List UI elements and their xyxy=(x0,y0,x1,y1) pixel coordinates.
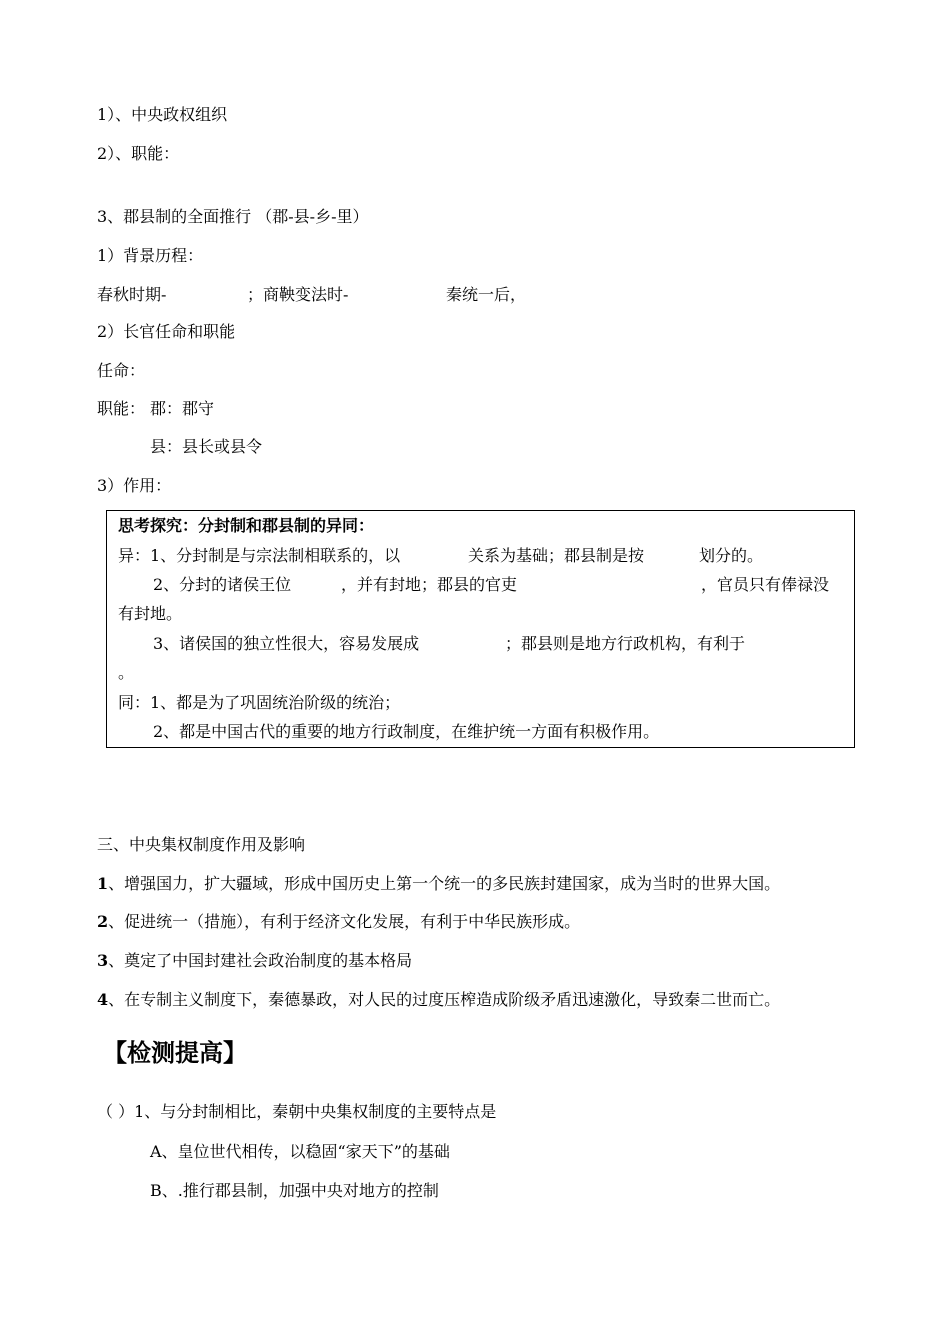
impact-item xyxy=(97,951,412,971)
background-qin-unification: 秦统一后， xyxy=(446,285,527,304)
background-spring-autumn: 春秋时期- xyxy=(97,285,167,304)
same-2: 2、都是中国古代的重要的地方行政制度，在维护统一方面有积极作用。 xyxy=(153,722,660,741)
background-shangyang: ；商鞅变法时- xyxy=(247,285,349,304)
impact-item-number: 1 xyxy=(97,874,109,893)
impact-item-text: 、在专制主义制度下，秦德暴政，对人民的过度压榨造成阶级矛盾迅速激化，导致秦二世而亡。 xyxy=(108,990,781,1009)
impact-item-text: 、促进统一（措施），有利于经济文化发展，有利于中华民族形成。 xyxy=(108,912,581,931)
impact-item xyxy=(97,874,780,894)
option-a: A、皇位世代相传，以稳固“家天下”的基础 xyxy=(150,1142,450,1161)
item-effect: 3）作用： xyxy=(97,476,172,495)
item-appointment: 任命： xyxy=(97,361,146,380)
option-b: B、.推行郡县制，加强中央对地方的控制 xyxy=(150,1181,439,1200)
item-central-organization: 1）、中央政权组织 xyxy=(97,105,228,124)
impact-item xyxy=(97,990,780,1010)
impact-item-number: 4 xyxy=(97,990,109,1009)
diff-3a: 3、诸侯国的独立性很大，容易发展成 xyxy=(153,634,420,653)
diff-2c: ，官员只有俸禄没 xyxy=(701,575,830,594)
impact-item-text: 、奠定了中国封建社会政治制度的基本格局 xyxy=(108,951,413,970)
diff-2a: 2、分封的诸侯王位 xyxy=(153,575,292,594)
diff-2b: ，并有封地；郡县的官吏 xyxy=(341,575,518,594)
part3-title: 三、中央集权制度作用及影响 xyxy=(97,835,306,854)
same-1: 同：1、都是为了巩固统治阶级的统治； xyxy=(118,693,401,712)
item-function: 2）、职能： xyxy=(97,144,180,163)
item-background: 1）背景历程： xyxy=(97,246,204,265)
section-title-junxian: 3、郡县制的全面推行 （郡-县-乡-里） xyxy=(97,207,369,226)
item-function-label: 职能： xyxy=(97,399,146,418)
function-xian: 县：县长或县令 xyxy=(150,437,263,456)
test-heading: 【检测提高】 xyxy=(103,1039,247,1067)
think-box-title: 思考探究：分封制和郡县制的异同： xyxy=(118,516,375,535)
item-officer: 2）长官任命和职能 xyxy=(97,322,236,341)
think-explore-box xyxy=(106,510,855,748)
impact-item-number: 3 xyxy=(97,951,109,970)
diff-1a: 异：1、分封制是与宗法制相联系的，以 xyxy=(118,546,401,565)
impact-item xyxy=(97,912,580,932)
diff-1b: 关系为基础；郡县制是按 xyxy=(468,546,645,565)
impact-item-text: 、增强国力，扩大疆域，形成中国历史上第一个统一的多民族封建国家，成为当时的世界大国。 xyxy=(108,874,781,893)
diff-1c: 划分的。 xyxy=(699,546,764,565)
diff-3c: 。 xyxy=(118,663,135,682)
impact-item-number: 2 xyxy=(97,912,109,931)
question-1: （ ）1、与分封制相比，秦朝中央集权制度的主要特点是 xyxy=(97,1102,497,1121)
diff-3b: ；郡县则是地方行政机构，有利于 xyxy=(505,634,746,653)
function-jun: 郡：郡守 xyxy=(150,399,215,418)
diff-2d: 有封地。 xyxy=(118,604,183,623)
